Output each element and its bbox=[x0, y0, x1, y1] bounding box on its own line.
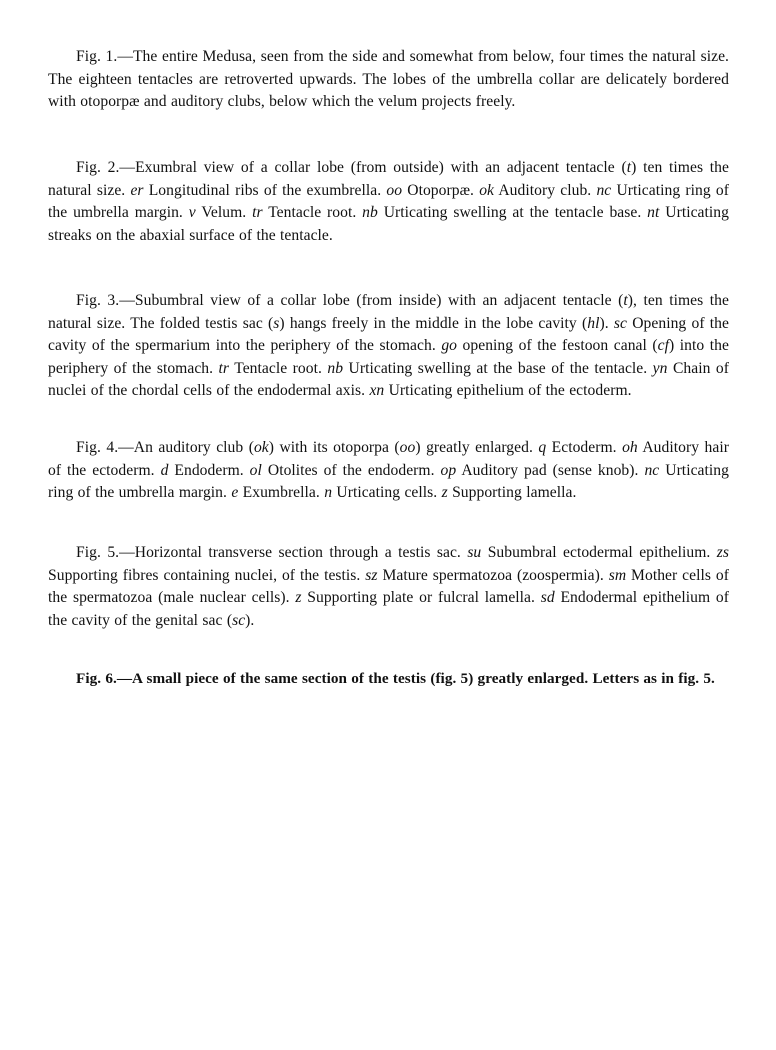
caption-abbreviation: go bbox=[441, 337, 458, 355]
caption-abbreviation: e bbox=[231, 484, 239, 502]
caption-abbreviation: nc bbox=[596, 181, 612, 199]
caption-abbreviation: nb bbox=[327, 359, 344, 377]
caption-text: Supporting plate or fulcral lamella. bbox=[301, 589, 541, 607]
caption-text: Exumbrella. bbox=[238, 484, 325, 502]
caption-text: Longitudinal ribs of the exumbrella. bbox=[143, 181, 387, 199]
caption-abbreviation: n bbox=[324, 484, 333, 502]
caption-text: Fig. 6.—A small piece of the same section of the testis (fig. 5) greatly enlarged. Letters as in fig. 5. bbox=[76, 670, 715, 687]
caption-text: Urticating ring of the umbrella margin. bbox=[48, 181, 730, 222]
caption-abbreviation: zs bbox=[716, 544, 729, 561]
caption-text: Fig. 1.—The entire Medusa, seen from the side and somewhat from below, four times the natural size. The eighteen tentacles are retroverted upwards. The lobes of the umbrella collar are delicately bordered with otoporpæ and auditory clubs, below which the velum projects freely. bbox=[48, 48, 729, 111]
caption-abbreviation: nc bbox=[644, 461, 660, 479]
caption-abbreviation: cf bbox=[657, 337, 670, 355]
caption-abbreviation: s bbox=[273, 314, 280, 332]
caption-text: Urticating swelling at the tentacle base. bbox=[377, 204, 648, 222]
caption-abbreviation: ok bbox=[253, 439, 269, 456]
figure-1-caption bbox=[48, 46, 729, 114]
caption-abbreviation: sd bbox=[540, 589, 555, 607]
caption-abbreviation: nb bbox=[362, 204, 378, 222]
caption-text: ) with its otoporpa ( bbox=[268, 439, 400, 456]
caption-text: Fig. 3.—Subumbral view of a collar lobe (from inside) with an adjacent tentacle ( bbox=[76, 292, 624, 309]
caption-text: Endodermal epithelium of the cavity of the genital sac ( bbox=[48, 589, 729, 629]
caption-text: Supporting fibres containing nuclei, of the testis. bbox=[48, 566, 366, 584]
caption-text: Auditory hair of the ectoderm. bbox=[48, 439, 729, 479]
caption-text: Fig. 5.—Horizontal transverse section through a testis sac. bbox=[76, 544, 468, 561]
figure-3-caption bbox=[48, 290, 729, 403]
caption-text: ) into the periphery of the stomach. bbox=[48, 337, 729, 377]
caption-abbreviation: oo bbox=[386, 181, 403, 199]
caption-text: ). bbox=[245, 611, 255, 629]
caption-text: Fig. 4.—An auditory club ( bbox=[76, 439, 254, 456]
figure-6-caption bbox=[48, 668, 729, 691]
caption-abbreviation: z bbox=[441, 484, 448, 502]
figure-5-caption bbox=[48, 542, 729, 632]
caption-abbreviation: ok bbox=[479, 181, 495, 199]
caption-abbreviation: tr bbox=[252, 204, 263, 222]
caption-abbreviation: v bbox=[188, 204, 196, 222]
caption-abbreviation: yn bbox=[652, 359, 668, 377]
caption-text: Opening of the cavity of the spermarium into the periphery of the stomach. bbox=[48, 314, 729, 355]
caption-text: Fig. 2.—Exumbral view of a collar lobe (from outside) with an adjacent tentacle ( bbox=[76, 159, 627, 176]
caption-text: Ectoderm. bbox=[546, 439, 623, 456]
caption-abbreviation: nt bbox=[647, 204, 660, 222]
caption-text: Velum. bbox=[195, 204, 253, 222]
figure-4-caption bbox=[48, 437, 729, 505]
caption-abbreviation: q bbox=[538, 439, 547, 456]
caption-abbreviation: op bbox=[440, 461, 457, 479]
caption-text: Tentacle root. bbox=[229, 359, 328, 377]
caption-text: Auditory club. bbox=[494, 181, 597, 199]
caption-text: Otoporpæ. bbox=[402, 181, 480, 199]
caption-text: ) greatly enlarged. bbox=[415, 439, 539, 456]
caption-abbreviation: sc bbox=[232, 611, 246, 629]
caption-abbreviation: z bbox=[295, 589, 302, 607]
caption-text: Chain of nuclei of the chordal cells of the endodermal axis. bbox=[48, 359, 729, 400]
caption-text: ). bbox=[599, 314, 614, 332]
caption-text: Urticating ring of the umbrella margin. bbox=[48, 461, 729, 502]
caption-text: Urticating streaks on the abaxial surface of the tentacle. bbox=[48, 204, 729, 244]
caption-abbreviation: xn bbox=[369, 382, 385, 400]
caption-abbreviation: oh bbox=[622, 439, 638, 456]
caption-abbreviation: oo bbox=[399, 439, 416, 456]
caption-text: Mother cells of the spermatozoa (male nuclear cells). bbox=[48, 566, 730, 607]
caption-text: Otolites of the endoderm. bbox=[261, 461, 441, 479]
caption-abbreviation: t bbox=[626, 159, 632, 176]
caption-text: Tentacle root. bbox=[262, 204, 363, 222]
caption-abbreviation: t bbox=[623, 292, 628, 309]
caption-abbreviation: su bbox=[467, 544, 482, 561]
figure-2-caption bbox=[48, 157, 729, 247]
caption-abbreviation: sc bbox=[613, 314, 627, 332]
caption-text: Urticating cells. bbox=[332, 484, 442, 502]
caption-text: Supporting lamella. bbox=[447, 484, 577, 502]
caption-text: Subumbral ectodermal epithelium. bbox=[481, 544, 717, 561]
caption-text: Mature spermatozoa (zoospermia). bbox=[377, 566, 609, 584]
caption-text: Auditory pad (sense knob). bbox=[456, 461, 645, 479]
caption-text: opening of the festoon canal ( bbox=[457, 337, 658, 355]
caption-text: Urticating epithelium of the ectoderm. bbox=[384, 382, 632, 400]
caption-abbreviation: tr bbox=[218, 359, 230, 377]
caption-text: ) hangs freely in the middle in the lobe cavity ( bbox=[279, 314, 588, 332]
caption-abbreviation: d bbox=[160, 461, 169, 479]
caption-text: Urticating swelling at the base of the tentacle. bbox=[343, 359, 653, 377]
caption-abbreviation: sz bbox=[365, 566, 378, 584]
caption-abbreviation: er bbox=[130, 181, 144, 199]
caption-abbreviation: ol bbox=[249, 461, 262, 479]
caption-text: ), ten times the natural size. The folded testis sac ( bbox=[48, 292, 729, 332]
caption-text: Endoderm. bbox=[168, 461, 250, 479]
caption-abbreviation: hl bbox=[587, 314, 600, 332]
caption-abbreviation: sm bbox=[608, 566, 627, 584]
caption-text: ) ten times the natural size. bbox=[48, 159, 729, 199]
